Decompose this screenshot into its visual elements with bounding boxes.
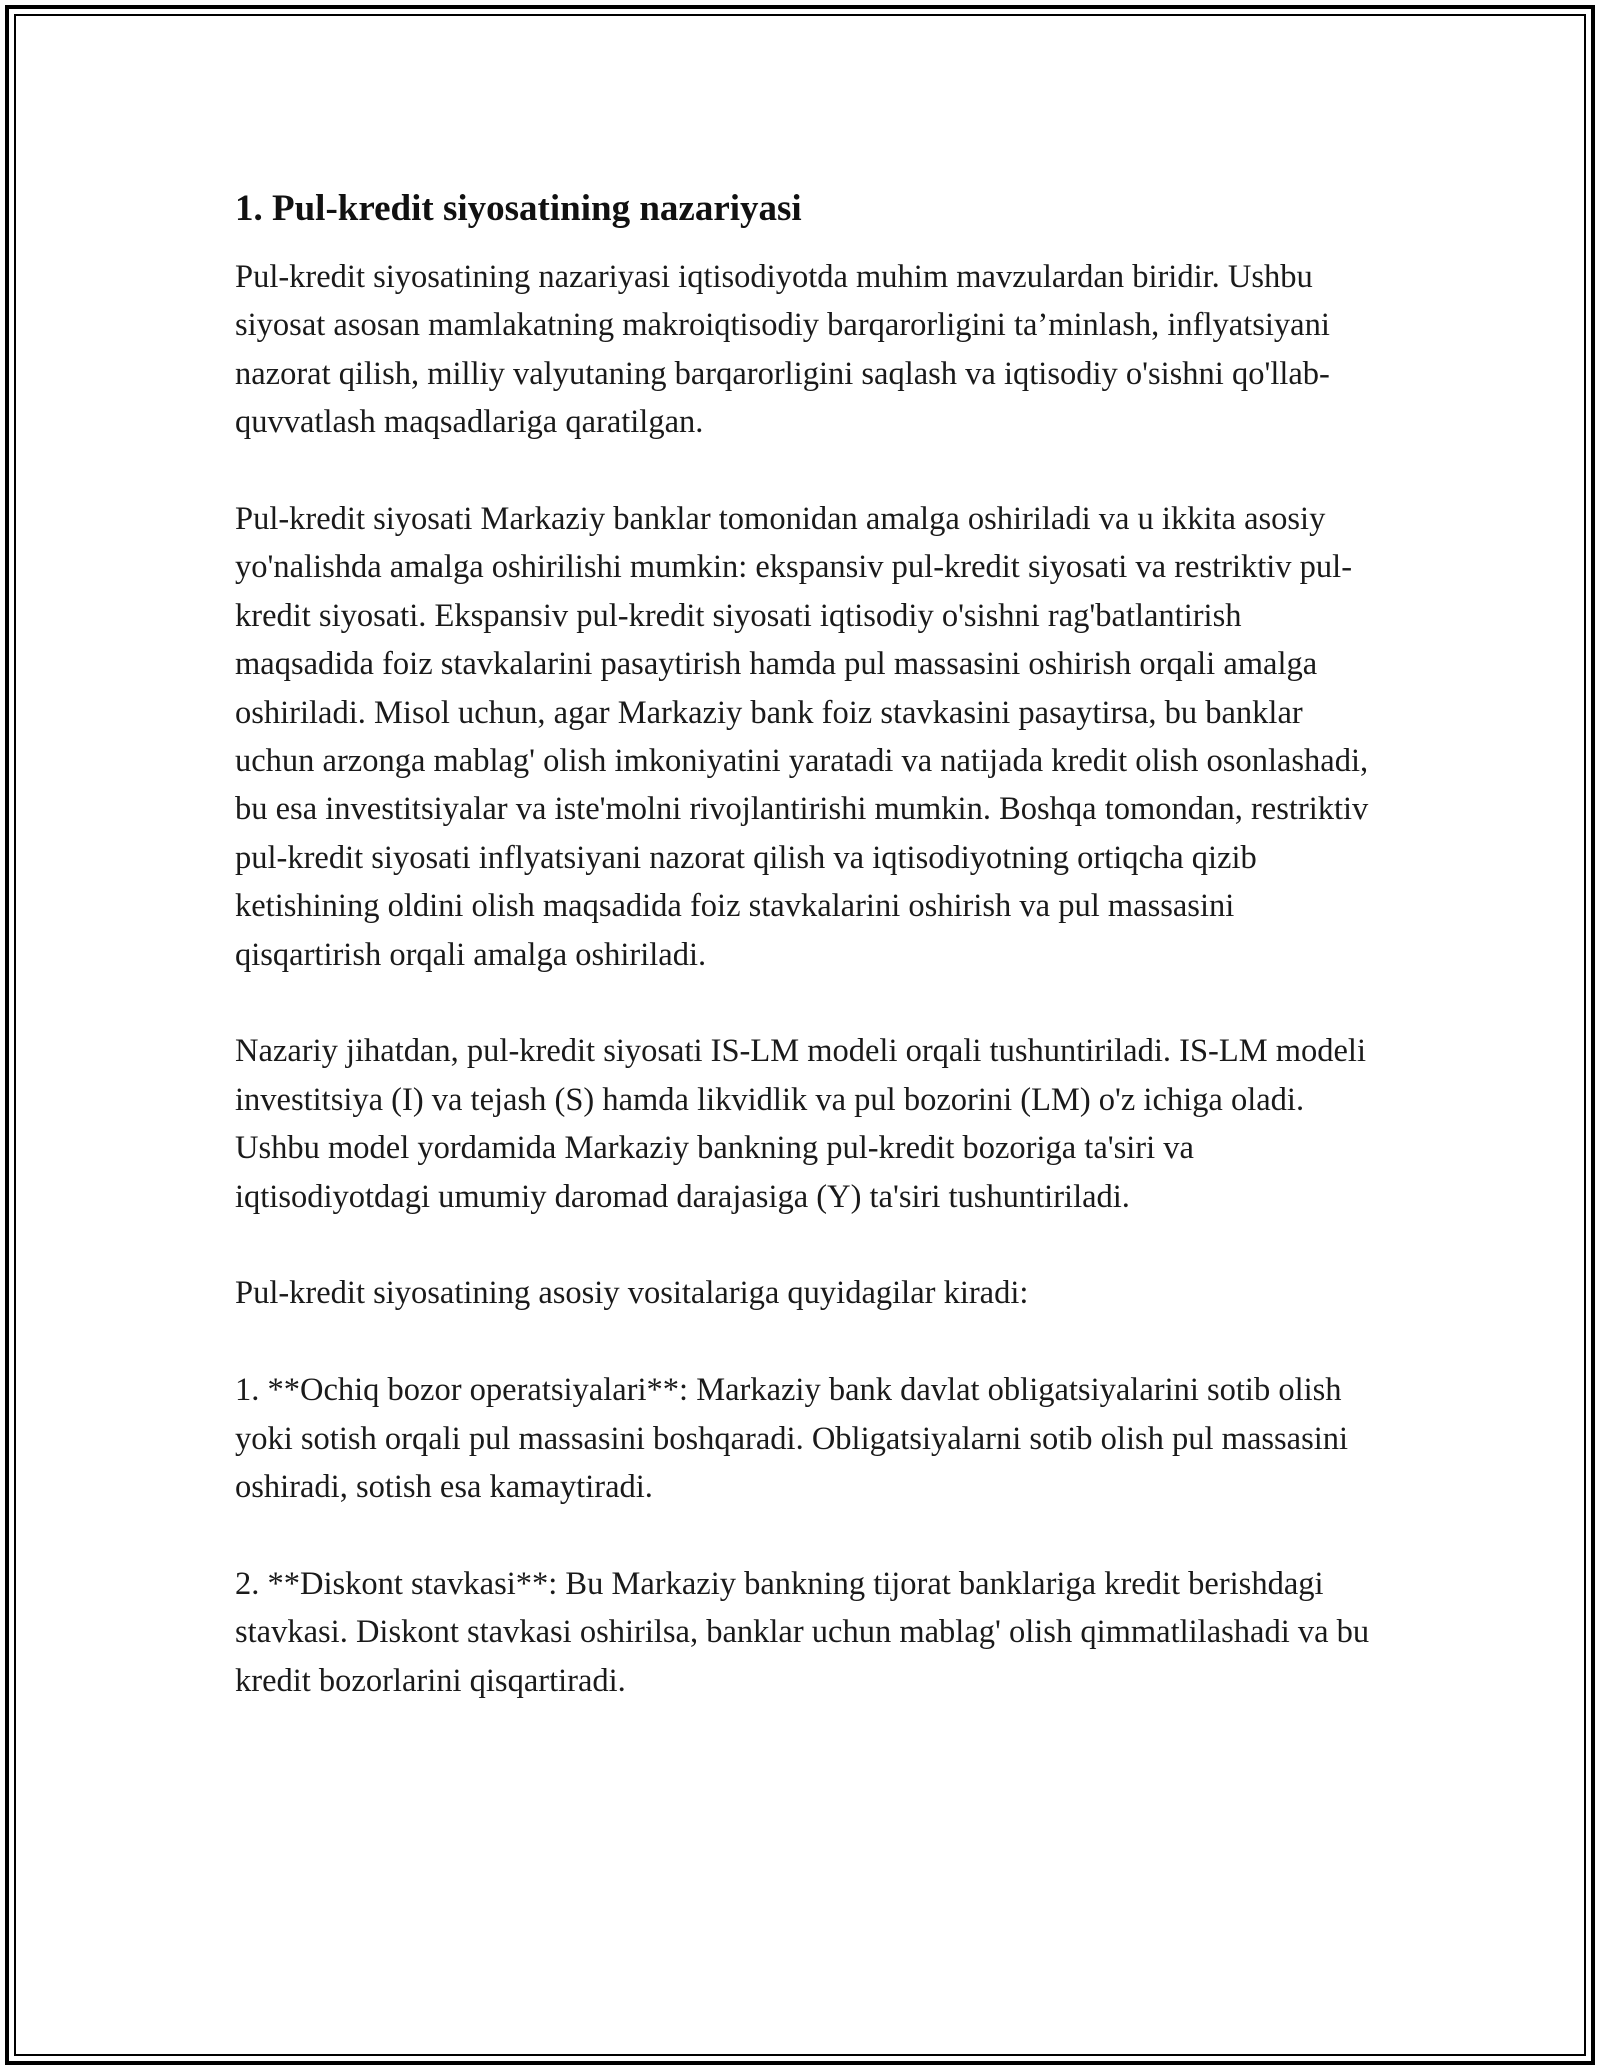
- document-body: [235, 185, 1385, 1705]
- paragraph-is-lm-model: Nazariy jihatdan, pul-kredit siyosati IS-LM modeli orqali tushuntiriladi. IS-LM modeli investitsiya (I) va tejash (S) hamda likvidlik va pul bozorini (LM) o'z ichiga oladi. Ushbu model yordamida Markaziy bankning pul-kredit bozoriga ta'siri va iqtisodiyotdagi umumiy daromad darajasiga (Y) ta'siri tushuntiriladi.: [235, 1033, 1366, 1215]
- paragraph-tools-intro: Pul-kredit siyosatining asosiy vositalariga quyidagilar kiradi:: [235, 1275, 1029, 1312]
- list-item-open-market: 1. **Ochiq bozor operatsiyalari**: Markaziy bank davlat obligatsiyalarini sotib olish yoki sotish orqali pul massasini boshqaradi. Obligatsiyalarni sotib olish pul massasini oshiradi, sotish esa kamaytiradi.: [235, 1372, 1349, 1506]
- list-item-discount-rate: 2. **Diskont stavkasi**: Bu Markaziy bankning tijorat banklariga kredit berishdagi stavkasi. Diskont stavkasi oshirilsa, banklar uchun mablag' olish qimmatlilashadi va bu kredit bozorlarini qisqartiradi.: [235, 1565, 1370, 1699]
- paragraph-intro: Pul-kredit siyosatining nazariyasi iqtisodiyotda muhim mavzulardan biridir. Ushbu siyosat asosan mamlakatning makroiqtisodiy barqarorligini ta’minlash, inflyatsiyani nazorat qilish, milliy valyutaning barqarorligini saqlash va iqtisodiy o'sishni qo'llab-quvvatlash maqsadlariga qaratilgan.: [235, 259, 1330, 441]
- section-heading: 1. Pul-kredit siyosatining nazariyasi: [235, 188, 802, 229]
- paragraph-policy-types: Pul-kredit siyosati Markaziy banklar tomonidan amalga oshiriladi va u ikkita asosiy yo'nalishda amalga oshirilishi mumkin: ekspansiv pul-kredit siyosati va restriktiv pul-kredit siyosati. Ekspansiv pul-kredit siyosati iqtisodiy o'sishni rag'batlantirish maqsadida foiz stavkalarini pasaytirish hamda pul massasini oshirish orqali amalga oshiriladi. Misol uchun, agar Markaziy bank foiz stavkasini pasaytirsa, bu banklar uchun arzonga mablag' olish imkoniyatini yaratadi va natijada kredit olish osonlashadi, bu esa investitsiyalar va iste'molni rivojlantirishi mumkin. Boshqa tomondan, restriktiv pul-kredit siyosati inflyatsiyani nazorat qilish va iqtisodiyotning ortiqcha qizib ketishining oldini olish maqsadida foiz stavkalarini oshirish va pul massasini qisqartirish orqali amalga oshiriladi.: [235, 501, 1369, 973]
